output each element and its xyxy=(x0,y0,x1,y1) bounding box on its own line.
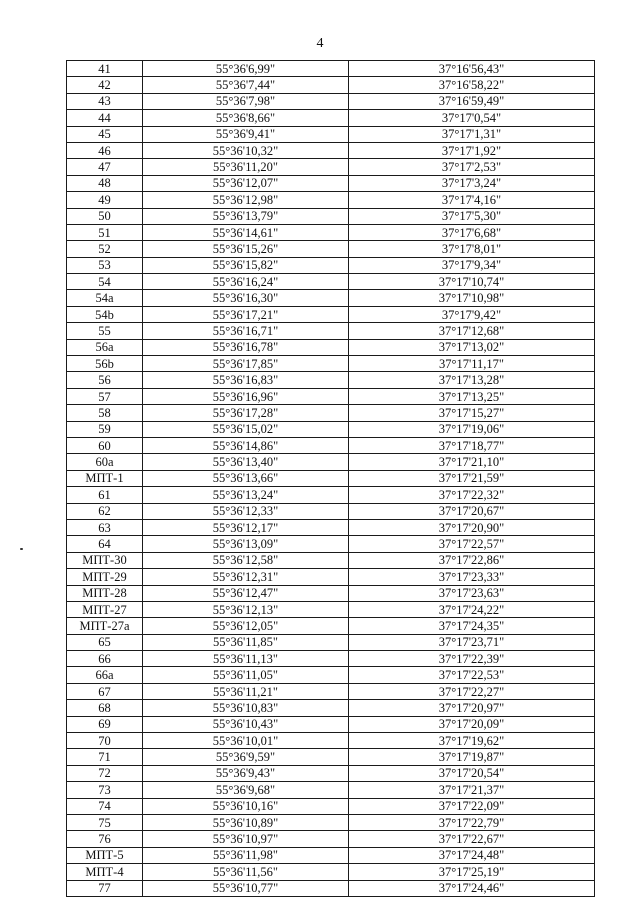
latitude-cell: 55°36'10,32" xyxy=(143,142,349,158)
point-number-cell: 60a xyxy=(67,454,143,470)
longitude-cell: 37°17'19,87" xyxy=(349,749,595,765)
table-row xyxy=(67,503,595,519)
point-number-cell: 66a xyxy=(67,667,143,683)
latitude-cell: 55°36'14,86" xyxy=(143,437,349,453)
longitude-cell: 37°16'56,43" xyxy=(349,61,595,77)
table-row xyxy=(67,831,595,847)
latitude-cell: 55°36'17,85" xyxy=(143,356,349,372)
longitude-cell: 37°17'11,17" xyxy=(349,356,595,372)
point-number-cell: МПТ-28 xyxy=(67,585,143,601)
latitude-cell: 55°36'12,13" xyxy=(143,601,349,617)
point-number-cell: 54 xyxy=(67,274,143,290)
point-number-cell: 69 xyxy=(67,716,143,732)
table-row xyxy=(67,126,595,142)
table-row xyxy=(67,372,595,388)
latitude-cell: 55°36'13,79" xyxy=(143,208,349,224)
latitude-cell: 55°36'12,47" xyxy=(143,585,349,601)
latitude-cell: 55°36'10,77" xyxy=(143,880,349,896)
latitude-cell: 55°36'11,56" xyxy=(143,864,349,880)
table-row xyxy=(67,454,595,470)
point-number-cell: 57 xyxy=(67,388,143,404)
longitude-cell: 37°17'9,42" xyxy=(349,306,595,322)
table-row xyxy=(67,552,595,568)
table-row xyxy=(67,61,595,77)
longitude-cell: 37°17'9,34" xyxy=(349,257,595,273)
latitude-cell: 55°36'16,24" xyxy=(143,274,349,290)
coordinates-table xyxy=(66,60,595,897)
latitude-cell: 55°36'6,99" xyxy=(143,61,349,77)
longitude-cell: 37°17'3,24" xyxy=(349,175,595,191)
longitude-cell: 37°17'2,53" xyxy=(349,159,595,175)
point-number-cell: 74 xyxy=(67,798,143,814)
point-number-cell: МПТ-4 xyxy=(67,864,143,880)
latitude-cell: 55°36'9,68" xyxy=(143,782,349,798)
point-number-cell: МПТ-27 xyxy=(67,601,143,617)
latitude-cell: 55°36'16,83" xyxy=(143,372,349,388)
longitude-cell: 37°17'13,25" xyxy=(349,388,595,404)
table-row xyxy=(67,257,595,273)
table-row xyxy=(67,306,595,322)
longitude-cell: 37°17'19,62" xyxy=(349,733,595,749)
point-number-cell: 56a xyxy=(67,339,143,355)
table-row xyxy=(67,864,595,880)
point-number-cell: 43 xyxy=(67,93,143,109)
latitude-cell: 55°36'10,01" xyxy=(143,733,349,749)
table-row xyxy=(67,569,595,585)
table-row xyxy=(67,290,595,306)
longitude-cell: 37°17'22,86" xyxy=(349,552,595,568)
longitude-cell: 37°17'6,68" xyxy=(349,224,595,240)
longitude-cell: 37°17'19,06" xyxy=(349,421,595,437)
longitude-cell: 37°17'21,59" xyxy=(349,470,595,486)
latitude-cell: 55°36'14,61" xyxy=(143,224,349,240)
longitude-cell: 37°17'24,48" xyxy=(349,847,595,863)
longitude-cell: 37°17'22,67" xyxy=(349,831,595,847)
table-row xyxy=(67,93,595,109)
latitude-cell: 55°36'16,71" xyxy=(143,323,349,339)
latitude-cell: 55°36'12,17" xyxy=(143,519,349,535)
longitude-cell: 37°17'5,30" xyxy=(349,208,595,224)
table-row xyxy=(67,142,595,158)
point-number-cell: 61 xyxy=(67,487,143,503)
table-row xyxy=(67,339,595,355)
point-number-cell: МПТ-5 xyxy=(67,847,143,863)
longitude-cell: 37°17'20,97" xyxy=(349,700,595,716)
point-number-cell: 76 xyxy=(67,831,143,847)
latitude-cell: 55°36'15,26" xyxy=(143,241,349,257)
latitude-cell: 55°36'7,44" xyxy=(143,77,349,93)
longitude-cell: 37°17'20,54" xyxy=(349,765,595,781)
latitude-cell: 55°36'11,98" xyxy=(143,847,349,863)
longitude-cell: 37°17'22,32" xyxy=(349,487,595,503)
latitude-cell: 55°36'15,02" xyxy=(143,421,349,437)
point-number-cell: 41 xyxy=(67,61,143,77)
point-number-cell: 68 xyxy=(67,700,143,716)
longitude-cell: 37°17'23,63" xyxy=(349,585,595,601)
point-number-cell: 44 xyxy=(67,110,143,126)
longitude-cell: 37°17'20,90" xyxy=(349,519,595,535)
table-row xyxy=(67,847,595,863)
point-number-cell: 60 xyxy=(67,437,143,453)
point-number-cell: 56 xyxy=(67,372,143,388)
latitude-cell: 55°36'12,05" xyxy=(143,618,349,634)
table-row xyxy=(67,470,595,486)
page-number: 4 xyxy=(316,36,324,51)
table-row xyxy=(67,274,595,290)
longitude-cell: 37°17'22,09" xyxy=(349,798,595,814)
point-number-cell: 72 xyxy=(67,765,143,781)
latitude-cell: 55°36'10,97" xyxy=(143,831,349,847)
latitude-cell: 55°36'11,05" xyxy=(143,667,349,683)
longitude-cell: 37°17'23,71" xyxy=(349,634,595,650)
point-number-cell: 54b xyxy=(67,306,143,322)
longitude-cell: 37°17'10,74" xyxy=(349,274,595,290)
table-row xyxy=(67,224,595,240)
table-row xyxy=(67,192,595,208)
point-number-cell: 50 xyxy=(67,208,143,224)
latitude-cell: 55°36'8,66" xyxy=(143,110,349,126)
table-row xyxy=(67,323,595,339)
longitude-cell: 37°17'25,19" xyxy=(349,864,595,880)
longitude-cell: 37°17'21,10" xyxy=(349,454,595,470)
latitude-cell: 55°36'13,24" xyxy=(143,487,349,503)
point-number-cell: 46 xyxy=(67,142,143,158)
table-row xyxy=(67,585,595,601)
table-row xyxy=(67,618,595,634)
table-row xyxy=(67,159,595,175)
longitude-cell: 37°17'24,46" xyxy=(349,880,595,896)
table-row xyxy=(67,733,595,749)
latitude-cell: 55°36'9,43" xyxy=(143,765,349,781)
table-row xyxy=(67,208,595,224)
latitude-cell: 55°36'16,96" xyxy=(143,388,349,404)
point-number-cell: 56b xyxy=(67,356,143,372)
latitude-cell: 55°36'15,82" xyxy=(143,257,349,273)
longitude-cell: 37°17'24,35" xyxy=(349,618,595,634)
table-row xyxy=(67,77,595,93)
longitude-cell: 37°17'20,67" xyxy=(349,503,595,519)
latitude-cell: 55°36'7,98" xyxy=(143,93,349,109)
point-number-cell: 48 xyxy=(67,175,143,191)
point-number-cell: 45 xyxy=(67,126,143,142)
table-row xyxy=(67,110,595,126)
point-number-cell: 77 xyxy=(67,880,143,896)
scan-speck xyxy=(20,548,23,550)
table-row xyxy=(67,634,595,650)
point-number-cell: 52 xyxy=(67,241,143,257)
longitude-cell: 37°17'22,53" xyxy=(349,667,595,683)
table-row xyxy=(67,700,595,716)
table-row xyxy=(67,601,595,617)
point-number-cell: 73 xyxy=(67,782,143,798)
longitude-cell: 37°17'20,09" xyxy=(349,716,595,732)
longitude-cell: 37°17'23,33" xyxy=(349,569,595,585)
latitude-cell: 55°36'11,20" xyxy=(143,159,349,175)
longitude-cell: 37°17'22,57" xyxy=(349,536,595,552)
point-number-cell: 71 xyxy=(67,749,143,765)
latitude-cell: 55°36'11,85" xyxy=(143,634,349,650)
latitude-cell: 55°36'10,83" xyxy=(143,700,349,716)
table-row xyxy=(67,880,595,896)
point-number-cell: 42 xyxy=(67,77,143,93)
latitude-cell: 55°36'11,13" xyxy=(143,651,349,667)
longitude-cell: 37°17'1,31" xyxy=(349,126,595,142)
latitude-cell: 55°36'12,98" xyxy=(143,192,349,208)
point-number-cell: 58 xyxy=(67,405,143,421)
latitude-cell: 55°36'9,41" xyxy=(143,126,349,142)
point-number-cell: 63 xyxy=(67,519,143,535)
table-row xyxy=(67,683,595,699)
longitude-cell: 37°17'0,54" xyxy=(349,110,595,126)
longitude-cell: 37°17'10,98" xyxy=(349,290,595,306)
point-number-cell: МПТ-29 xyxy=(67,569,143,585)
latitude-cell: 55°36'9,59" xyxy=(143,749,349,765)
longitude-cell: 37°17'1,92" xyxy=(349,142,595,158)
table-row xyxy=(67,487,595,503)
longitude-cell: 37°17'22,27" xyxy=(349,683,595,699)
point-number-cell: 64 xyxy=(67,536,143,552)
table-row xyxy=(67,405,595,421)
point-number-cell: 53 xyxy=(67,257,143,273)
table-row xyxy=(67,437,595,453)
latitude-cell: 55°36'11,21" xyxy=(143,683,349,699)
longitude-cell: 37°16'58,22" xyxy=(349,77,595,93)
longitude-cell: 37°17'8,01" xyxy=(349,241,595,257)
latitude-cell: 55°36'13,40" xyxy=(143,454,349,470)
latitude-cell: 55°36'17,28" xyxy=(143,405,349,421)
latitude-cell: 55°36'10,16" xyxy=(143,798,349,814)
latitude-cell: 55°36'12,31" xyxy=(143,569,349,585)
latitude-cell: 55°36'16,30" xyxy=(143,290,349,306)
latitude-cell: 55°36'12,58" xyxy=(143,552,349,568)
longitude-cell: 37°16'59,49" xyxy=(349,93,595,109)
point-number-cell: 70 xyxy=(67,733,143,749)
point-number-cell: 54a xyxy=(67,290,143,306)
longitude-cell: 37°17'18,77" xyxy=(349,437,595,453)
point-number-cell: 62 xyxy=(67,503,143,519)
table-row xyxy=(67,765,595,781)
latitude-cell: 55°36'10,43" xyxy=(143,716,349,732)
point-number-cell: МПТ-30 xyxy=(67,552,143,568)
table-row xyxy=(67,241,595,257)
longitude-cell: 37°17'13,28" xyxy=(349,372,595,388)
table-row xyxy=(67,667,595,683)
longitude-cell: 37°17'15,27" xyxy=(349,405,595,421)
latitude-cell: 55°36'12,33" xyxy=(143,503,349,519)
latitude-cell: 55°36'10,89" xyxy=(143,814,349,830)
table-row xyxy=(67,651,595,667)
latitude-cell: 55°36'17,21" xyxy=(143,306,349,322)
point-number-cell: 55 xyxy=(67,323,143,339)
longitude-cell: 37°17'21,37" xyxy=(349,782,595,798)
latitude-cell: 55°36'13,09" xyxy=(143,536,349,552)
point-number-cell: 67 xyxy=(67,683,143,699)
longitude-cell: 37°17'24,22" xyxy=(349,601,595,617)
longitude-cell: 37°17'22,39" xyxy=(349,651,595,667)
longitude-cell: 37°17'4,16" xyxy=(349,192,595,208)
point-number-cell: МПТ-27a xyxy=(67,618,143,634)
longitude-cell: 37°17'13,02" xyxy=(349,339,595,355)
point-number-cell: 66 xyxy=(67,651,143,667)
table-row xyxy=(67,749,595,765)
table-row xyxy=(67,814,595,830)
table-row xyxy=(67,536,595,552)
table-row xyxy=(67,356,595,372)
table-row xyxy=(67,519,595,535)
point-number-cell: 65 xyxy=(67,634,143,650)
longitude-cell: 37°17'22,79" xyxy=(349,814,595,830)
table-row xyxy=(67,421,595,437)
point-number-cell: 49 xyxy=(67,192,143,208)
coordinates-table-body xyxy=(67,61,595,897)
latitude-cell: 55°36'13,66" xyxy=(143,470,349,486)
table-row xyxy=(67,175,595,191)
point-number-cell: МПТ-1 xyxy=(67,470,143,486)
latitude-cell: 55°36'16,78" xyxy=(143,339,349,355)
point-number-cell: 47 xyxy=(67,159,143,175)
table-row xyxy=(67,798,595,814)
table-row xyxy=(67,388,595,404)
latitude-cell: 55°36'12,07" xyxy=(143,175,349,191)
point-number-cell: 51 xyxy=(67,224,143,240)
point-number-cell: 75 xyxy=(67,814,143,830)
point-number-cell: 59 xyxy=(67,421,143,437)
table-row xyxy=(67,782,595,798)
table-row xyxy=(67,716,595,732)
longitude-cell: 37°17'12,68" xyxy=(349,323,595,339)
